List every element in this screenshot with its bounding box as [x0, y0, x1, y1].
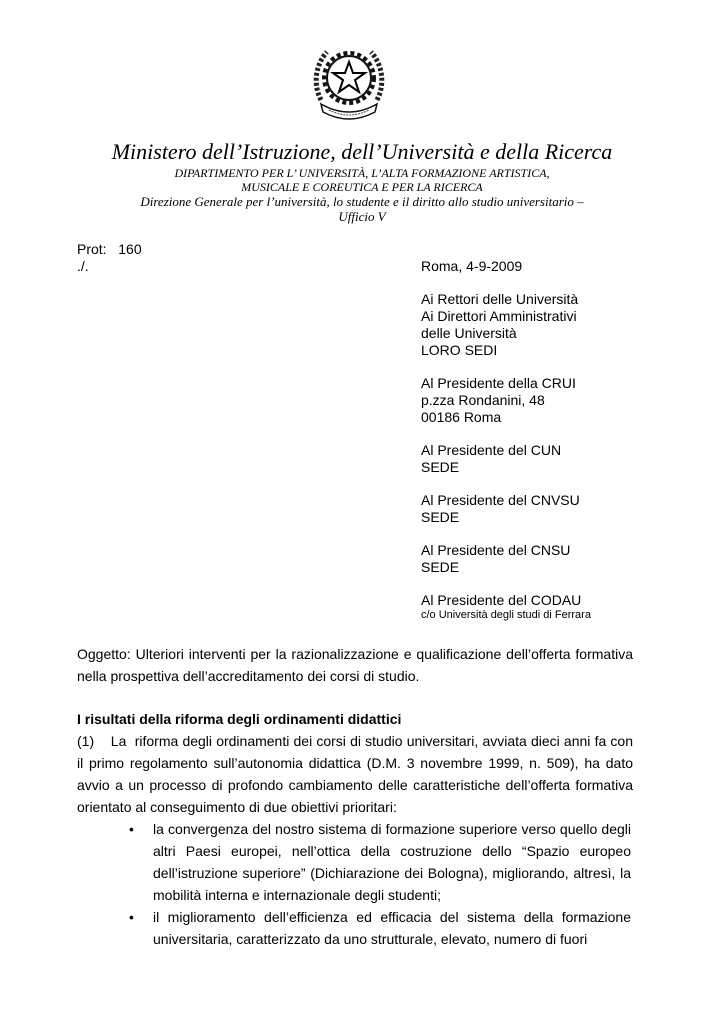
protocol — [77, 241, 142, 258]
recipient-line: LORO SEDI — [421, 342, 498, 358]
recipient-block — [421, 592, 591, 622]
department-line-1: DIPARTIMENTO PER L’ UNIVERSITÀ, L’ALTA FORMAZIONE ARTISTICA, — [174, 166, 550, 180]
directorate-name — [0, 194, 724, 224]
bullet-text: il miglioramento dell’efficienza ed efficacia del sistema della formazione universitaria, caratterizzato da uno strutturale, elevato, numero di fuori — [153, 909, 631, 947]
recipient-line: Al Presidente del CNVSU — [421, 492, 580, 508]
letter-date: Roma, 4-9-2009 — [421, 258, 523, 274]
subject: Oggetto: Ulteriori interventi per la razionalizzazione e qualificazione dell’offerta formativa nella prospettiva dell’accreditamento dei corsi di studio. — [77, 646, 633, 684]
protocol-label: Prot: — [77, 241, 107, 257]
recipient-line: Al Presidente del CUN — [421, 442, 562, 458]
recipient-block — [421, 542, 570, 576]
department-name — [0, 166, 724, 194]
list-item — [127, 906, 631, 950]
protocol-ref: ./. — [77, 258, 89, 274]
recipient-line: Ai Direttori Amministrativi — [421, 308, 577, 324]
recipient-line: Al Presidente del CNSU — [421, 542, 571, 558]
recipient-line: SEDE — [421, 559, 460, 575]
recipient-note: c/o Università degli studi di Ferrara — [421, 609, 591, 621]
list-item — [127, 818, 631, 906]
recipient-line: Al Presidente del CODAU — [421, 592, 582, 608]
protocol-number: 160 — [118, 241, 142, 257]
recipient-block — [421, 291, 578, 359]
department-line-2: MUSICALE E COREUTICA E PER LA RICERCA — [241, 180, 483, 194]
recipient-block — [421, 492, 580, 526]
bullet-text: la convergenza del nostro sistema di formazione superiore verso quello degli altri Paesi europei, nell’ottica della costruzione dello “Spazio europeo dell’istruzione superiore” (Dichiarazione dei Bologna), migliorando, altresì, la mobilità interna e internazionale degli studenti; — [153, 821, 631, 903]
recipient-line: delle Università — [421, 325, 517, 341]
recipient-line: Ai Rettori delle Università — [421, 291, 579, 307]
bullet-icon: • — [129, 821, 134, 837]
recipient-block — [421, 442, 561, 476]
recipient-block — [421, 375, 576, 426]
bullet-list — [127, 818, 631, 950]
recipient-line: SEDE — [421, 509, 460, 525]
recipient-line: SEDE — [421, 459, 460, 475]
recipient-line: 00186 Roma — [421, 409, 502, 425]
recipient-line: Al Presidente della CRUI — [421, 375, 576, 391]
italian-republic-emblem-icon — [311, 40, 387, 122]
bullet-icon: • — [129, 909, 134, 925]
ministry-title: Ministero dell’Istruzione, dell’Università e della Ricerca — [111, 139, 613, 164]
directorate-line-2: Ufficio V — [338, 209, 386, 224]
paragraph-1: (1) La riforma degli ordinamenti dei corsi di studio universitari, avviata dieci anni fa con il primo regolamento sull’autonomia didattica (D.M. 3 novembre 1999, n. 509), ha dato avvio a un processo di profondo cambiamento delle caratteristiche dell’offerta formativa orientato al conseguimento di due obiettivi prioritari: — [77, 733, 637, 815]
section-heading: I risultati della riforma degli ordinamenti didattici — [77, 711, 402, 727]
recipient-line: p.zza Rondanini, 48 — [421, 392, 545, 408]
directorate-line-1: Direzione Generale per l’università, lo studente e il diritto allo studio universitario – — [140, 194, 584, 209]
